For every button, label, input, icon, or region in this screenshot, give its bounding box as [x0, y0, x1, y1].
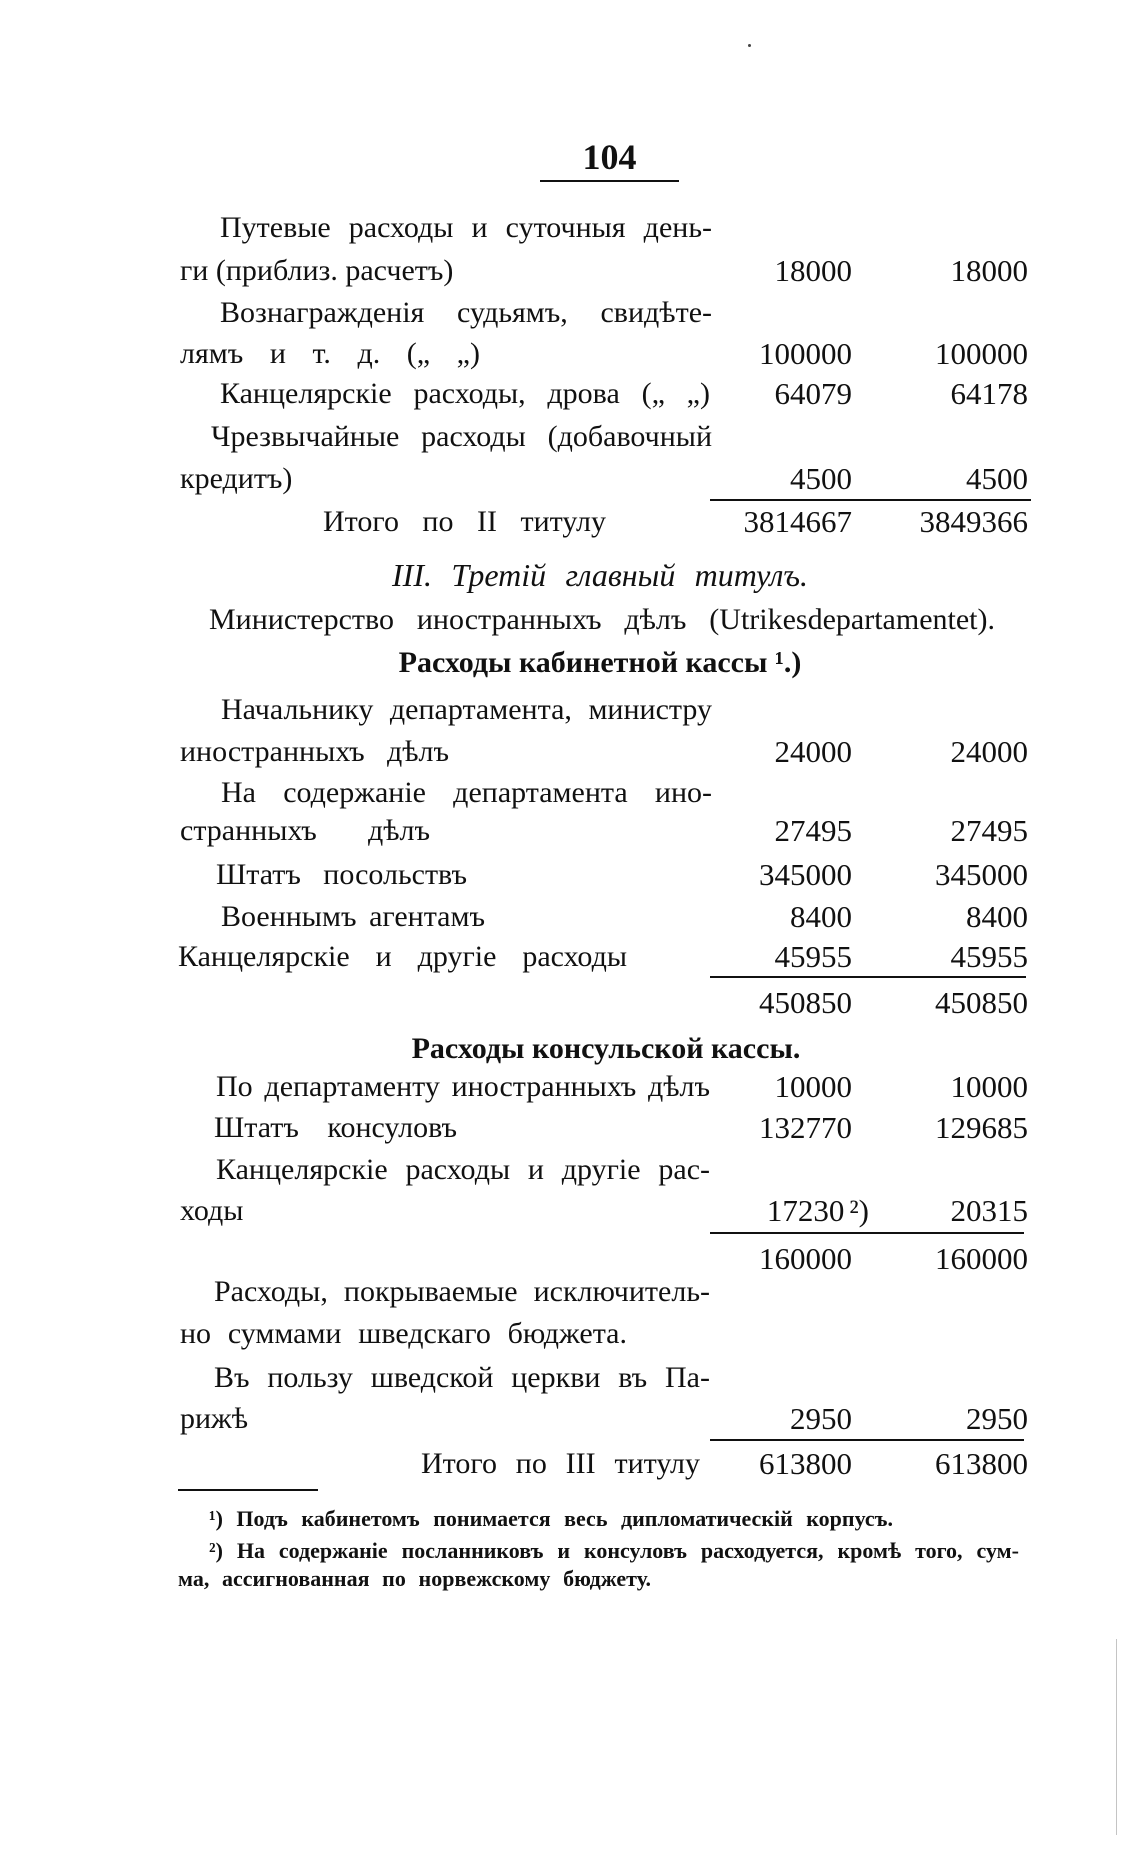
swedish-budget-line-1: Расходы, покрываемые исключитель-	[214, 1275, 710, 1308]
remuneration-line-1: Вознагражденія судьямъ, свидѣте-	[220, 296, 712, 329]
travel-expenses-value-1: 18000	[774, 253, 852, 288]
footnote-2-line-1: ²) На содержаніе посланниковъ и консуловъ расходуется, кромѣ того, сум-	[209, 1538, 1019, 1563]
consular-department-line: По департаменту иностранныхъ дѣлъ	[216, 1070, 710, 1103]
travel-expenses-line-1: Путевые расходы и суточныя день-	[220, 211, 712, 244]
department-head-value-2: 24000	[950, 734, 1028, 769]
remuneration-line-2: лямъ и т. д. („ „)	[180, 337, 480, 370]
swedish-budget-line-2: но суммами шведскаго бюджета.	[180, 1317, 627, 1350]
office-other-value-2: 45955	[950, 939, 1028, 974]
consular-department-value-1: 10000	[774, 1069, 852, 1104]
title-ii-total-value-1: 3814667	[743, 504, 852, 539]
sum-rule	[710, 1439, 1024, 1441]
paris-church-line-2: рижѣ	[180, 1402, 249, 1435]
consular-department-value-2: 10000	[950, 1069, 1028, 1104]
paris-church-line-1: Въ пользу шведской церкви въ Па-	[214, 1361, 710, 1394]
consular-subtotal-value-2: 160000	[935, 1241, 1028, 1276]
consular-office-value-2: 20315	[950, 1193, 1028, 1228]
consuls-staff-line: Штатъ консуловъ	[214, 1111, 457, 1144]
remuneration-value-1: 100000	[759, 336, 852, 371]
office-firewood-line: Канцелярскіе расходы, дрова („ „)	[220, 377, 710, 410]
extraordinary-line-1: Чрезвычайные расходы (добавочный	[211, 420, 712, 453]
page-number: 104	[582, 137, 637, 177]
cabinet-subtotal-value-1: 450850	[759, 985, 852, 1020]
military-agents-value-2: 8400	[966, 899, 1028, 934]
ministry-heading: Министерство иностранныхъ дѣлъ (Utrikesdepartamentet).	[209, 603, 995, 636]
department-head-line-2: иностранныхъ дѣлъ	[180, 735, 449, 768]
title-ii-total-label: Итого по II титулу	[323, 505, 606, 538]
department-upkeep-line-1: На содержаніе департамента ино-	[221, 776, 712, 809]
extraordinary-line-2: кредитъ)	[180, 462, 293, 495]
department-head-value-1: 24000	[774, 734, 852, 769]
footnote-2-line-2: ма, ассигнованная по норвежскому бюджету.	[178, 1566, 651, 1591]
sum-rule	[710, 1232, 1024, 1234]
embassies-staff-value-1: 345000	[759, 857, 852, 892]
consular-fund-heading: Расходы консульской кассы.	[411, 1032, 801, 1065]
department-head-line-1: Начальнику департамента, министру	[221, 693, 712, 726]
footnote-separator	[178, 1489, 318, 1491]
consular-office-value-1	[767, 1193, 869, 1229]
sum-rule	[710, 976, 1026, 978]
title-ii-total-value-2: 3849366	[919, 504, 1028, 539]
title-iii-heading: III. Третій главный титулъ.	[392, 557, 808, 593]
page-number-underline	[540, 180, 679, 182]
footnote-ref-2: ²)	[849, 1193, 869, 1228]
cabinet-fund-heading: Расходы кабинетной кассы ¹.)	[398, 646, 802, 679]
department-upkeep-value-1: 27495	[774, 813, 852, 848]
consular-office-amount: 17230	[766, 1193, 845, 1228]
paris-church-value-1: 2950	[790, 1401, 852, 1436]
extraordinary-value-1: 4500	[790, 461, 852, 496]
sum-rule	[710, 499, 1031, 501]
scan-speck	[748, 44, 751, 47]
consuls-staff-value-2: 129685	[935, 1110, 1028, 1145]
department-upkeep-value-2: 27495	[950, 813, 1028, 848]
office-other-value-1: 45955	[774, 939, 852, 974]
travel-expenses-value-2: 18000	[950, 253, 1028, 288]
consular-office-line-2: ходы	[180, 1194, 244, 1227]
consular-subtotal-value-1: 160000	[759, 1241, 852, 1276]
title-iii-total-value-2: 613800	[935, 1446, 1028, 1481]
cabinet-subtotal-value-2: 450850	[935, 985, 1028, 1020]
consuls-staff-value-1: 132770	[759, 1110, 852, 1145]
office-firewood-value-2: 64178	[950, 376, 1028, 411]
travel-expenses-line-2: ги (приблиз. расчетъ)	[180, 254, 454, 287]
embassies-staff-line: Штатъ посольствъ	[216, 858, 467, 891]
title-iii-total-label: Итого по III титулу	[421, 1447, 700, 1480]
military-agents-value-1: 8400	[790, 899, 852, 934]
remuneration-value-2: 100000	[935, 336, 1028, 371]
paris-church-value-2: 2950	[966, 1401, 1028, 1436]
department-upkeep-line-2: странныхъ дѣлъ	[180, 814, 430, 847]
title-iii-total-value-1: 613800	[759, 1446, 852, 1481]
office-other-line: Канцелярскіе и другіе расходы	[178, 940, 627, 973]
military-agents-line: Военнымъ агентамъ	[221, 900, 485, 933]
footnote-1: ¹) Подъ кабинетомъ понимается весь дипломатическій корпусъ.	[209, 1506, 893, 1531]
consular-office-line-1: Канцелярскіе расходы и другіе рас-	[216, 1153, 710, 1186]
scan-edge-line	[1116, 1639, 1117, 1835]
extraordinary-value-2: 4500	[966, 461, 1028, 496]
embassies-staff-value-2: 345000	[935, 857, 1028, 892]
office-firewood-value-1: 64079	[774, 376, 852, 411]
